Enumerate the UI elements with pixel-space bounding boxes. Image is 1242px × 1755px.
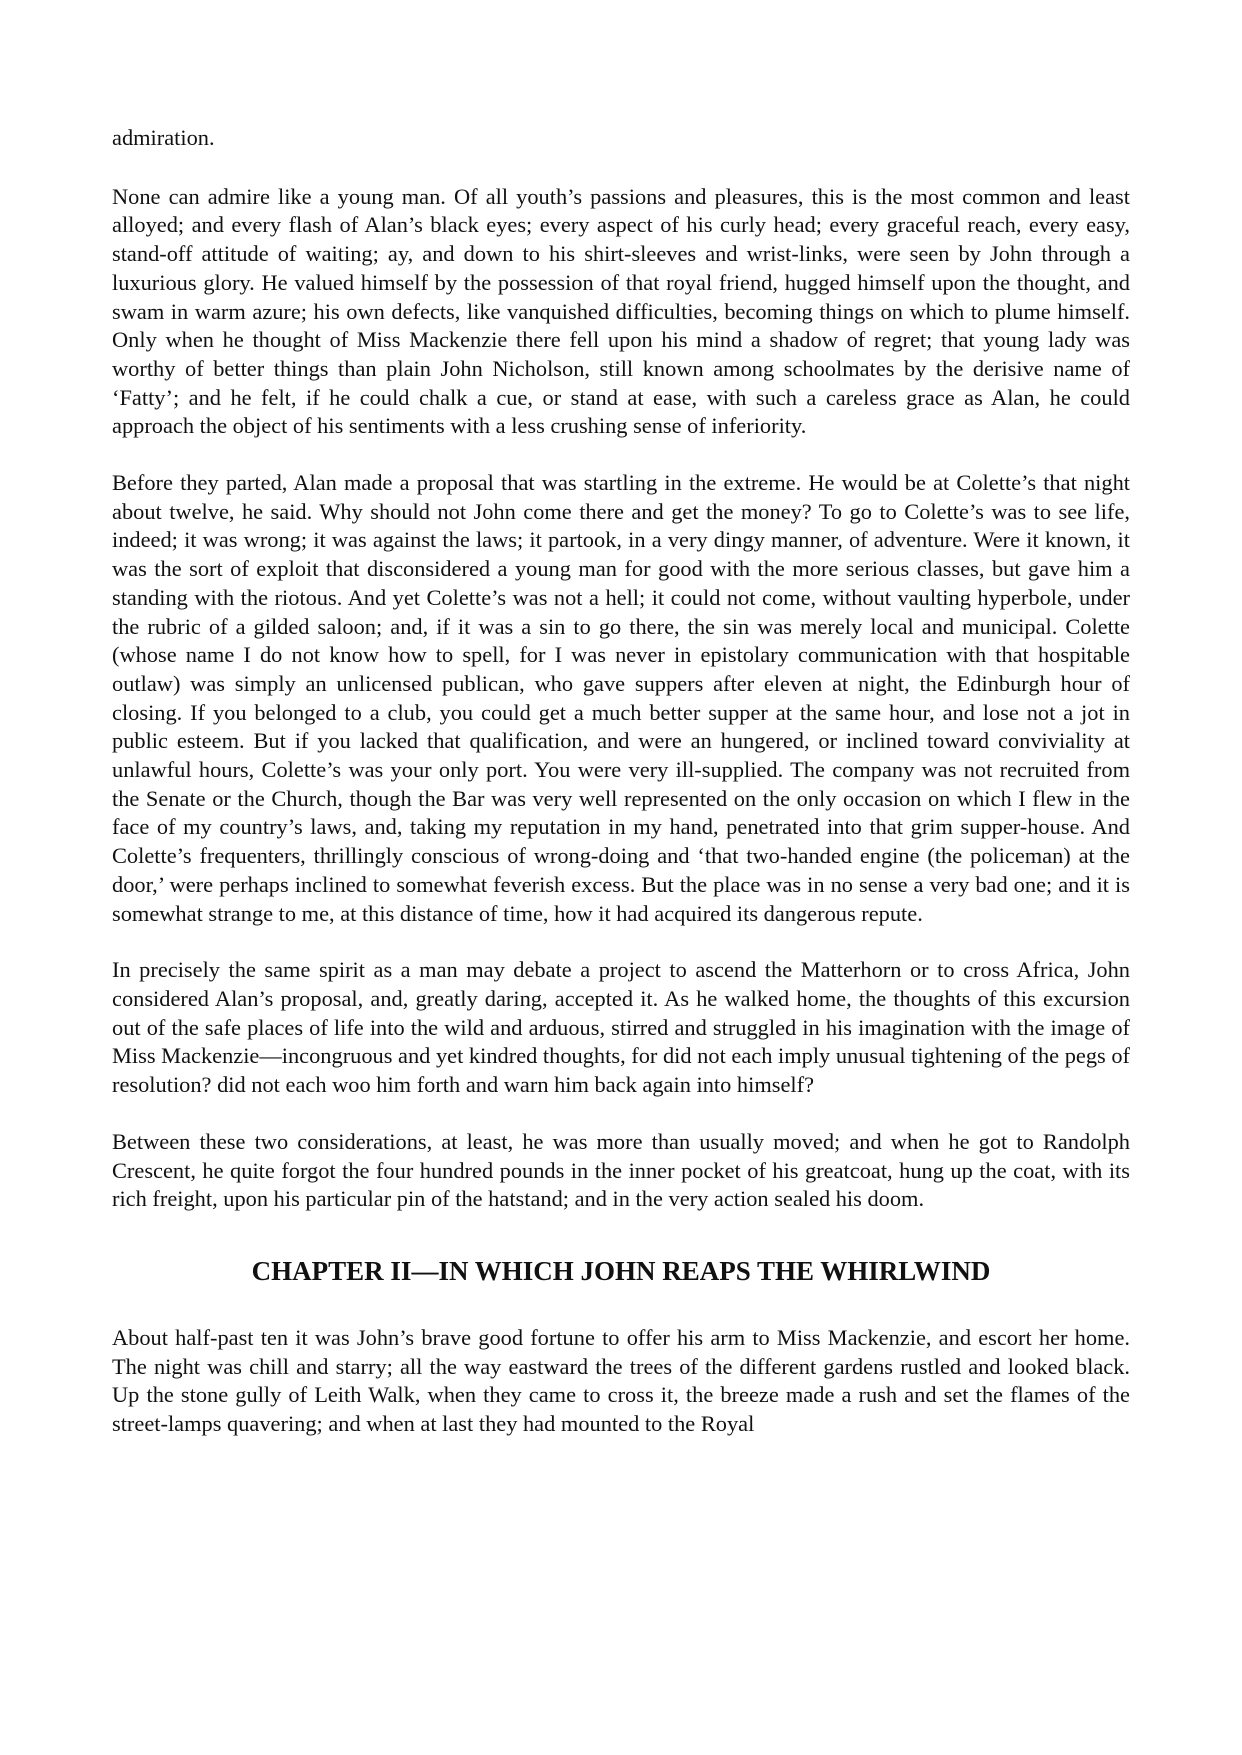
chapter-heading: CHAPTER II—IN WHICH JOHN REAPS THE WHIRLWIND	[251, 1255, 991, 1286]
paragraph: Between these two considerations, at least, he was more than usually moved; and when he got to Randolph Crescent, he quite forgot the four hundred pounds in the inner pocket of his greatcoat, hung up the coat, with its rich freight, upon his particular pin of the hatstand; and in the very action sealed his doom.	[112, 1128, 1130, 1212]
paragraph: In precisely the same spirit as a man may debate a project to ascend the Matterhorn or to cross Africa, John considered Alan’s proposal, and, greatly daring, accepted it. As he walked home, the thoughts of this excursion out of the safe places of life into the wild and arduous, stirred and struggled in his imagination with the image of Miss Mackenzie—incongruous and yet kindred thoughts, for did not each imply unusual tightening of the pegs of resolution? did not each woo him forth and warn him back again into himself?	[112, 957, 1130, 1098]
paragraph: None can admire like a young man. Of all youth’s passions and pleasures, this is the most common and least alloyed; and every flash of Alan’s black eyes; every aspect of his curly head; every graceful reach, every easy, stand-off attitude of waiting; ay, and down to his shirt-sleeves and wrist-links, were seen by John through a luxurious glory. He valued himself by the possession of that royal friend, hugged himself upon the thought, and swam in warm azure; his own defects, like vanquished difficulties, becoming things on which to plume himself. Only when he thought of Miss Mackenzie there fell upon his mind a shadow of regret; that young lady was worthy of better things than plain John Nicholson, still known among schoolmates by the derisive name of ‘Fatty’; and he felt, if he could chalk a cue, or stand at ease, with such a careless grace as Alan, he could approach the object of his sentiments with a less crushing sense of inferiority.	[112, 183, 1130, 439]
paragraph: Before they parted, Alan made a proposal that was startling in the extreme. He would be at Colette’s that night about twelve, he said. Why should not John come there and get the money? To go to Colette’s was to see life, indeed; it was wrong; it was against the laws; it partook, in a very dingy manner, of adventure. Were it known, it was the sort of exploit that disconsidered a young man for good with the more serious classes, but gave him a standing with the riotous. And yet Colette’s was not a hell; it could not come, without vaulting hyperbole, under the rubric of a gilded saloon; and, if it was a sin to go there, the sin was merely local and municipal. Colette (whose name I do not know how to spell, for I was never in epistolary communication with that hospitable outlaw) was simply an unlicensed publican, who gave suppers after eleven at night, the Edinburgh hour of closing. If you belonged to a club, you could get a much better supper at the same hour, and lose not a jot in public esteem. But if you lacked that qualification, and were an hungered, or inclined toward conviviality at unlawful hours, Colette’s was your only port. You were very ill-supplied. The company was not recruited from the Senate or the Church, though the Bar was very well represented on the only occasion on which I flew in the face of my country’s laws, and, taking my reputation in my hand, penetrated into that grim supper-house. And Colette’s frequenters, thrillingly conscious of wrong-doing and ‘that two-handed engine (the policeman) at the door,’ were perhaps inclined to somewhat feverish excess. But the place was in no sense a very bad one; and it is somewhat strange to me, at this distance of time, how it had acquired its dangerous repute.	[112, 470, 1130, 926]
page-body	[112, 124, 1130, 1467]
paragraph: admiration.	[112, 125, 215, 150]
paragraph: About half-past ten it was John’s brave good fortune to offer his arm to Miss Mackenzie, and escort her home. The night was chill and starry; all the way eastward the trees of the different gardens rustled and looked black. Up the stone gully of Leith Walk, when they came to cross it, the breeze made a rush and set the flames of the street-lamps quavering; and when at last they had mounted to the Royal	[112, 1324, 1130, 1437]
